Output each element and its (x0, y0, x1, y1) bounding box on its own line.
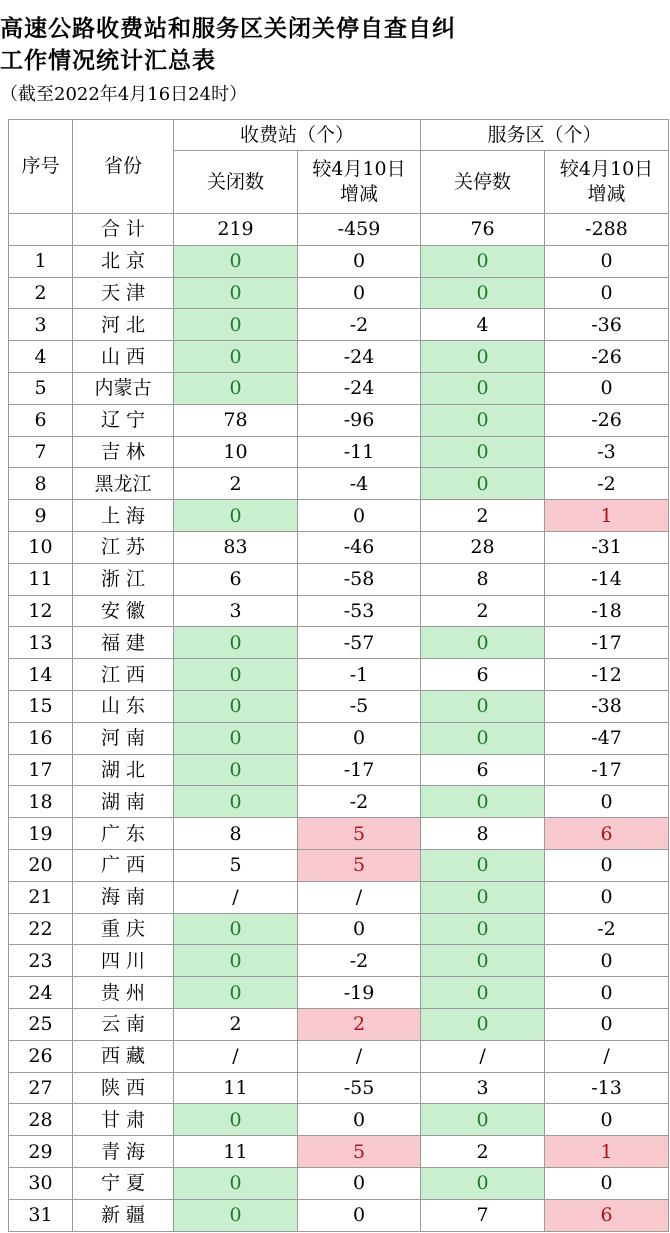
row-province: 广 东 (73, 818, 174, 850)
row-toll-change: -55 (298, 1072, 421, 1104)
row-toll-closed: 5 (174, 849, 298, 881)
row-toll-closed: 0 (174, 341, 298, 373)
total-toll-closed: 219 (174, 214, 298, 246)
table-row (9, 627, 669, 659)
row-toll-closed: 0 (174, 786, 298, 818)
row-seq: 29 (9, 1136, 73, 1168)
row-seq: 21 (9, 881, 73, 913)
row-toll-change: / (298, 881, 421, 913)
row-toll-change: -96 (298, 404, 421, 436)
table-row (9, 563, 669, 595)
header-row-1 (9, 120, 669, 151)
row-toll-change: -17 (298, 754, 421, 786)
row-toll-change: 0 (298, 913, 421, 945)
row-service-change: -47 (545, 722, 669, 754)
row-toll-closed: 2 (174, 1008, 298, 1040)
row-seq: 18 (9, 786, 73, 818)
row-province: 宁 夏 (73, 1167, 174, 1199)
row-seq: 16 (9, 722, 73, 754)
header-service-closed: 关停数 (421, 151, 545, 214)
row-service-closed: 0 (421, 277, 545, 309)
row-seq: 2 (9, 277, 73, 309)
row-toll-closed: 2 (174, 468, 298, 500)
table-row (9, 1199, 669, 1231)
header-service-change: 较4月10日 增减 (545, 151, 669, 214)
row-toll-change: / (298, 1040, 421, 1072)
table-row (9, 659, 669, 691)
document-title-line2: 工作情况统计汇总表 (0, 48, 216, 74)
row-service-change: 0 (545, 849, 669, 881)
row-service-change: -3 (545, 436, 669, 468)
row-toll-change: -46 (298, 531, 421, 563)
row-toll-change: -5 (298, 690, 421, 722)
row-province: 云 南 (73, 1008, 174, 1040)
row-seq: 26 (9, 1040, 73, 1072)
total-service-closed: 76 (421, 214, 545, 246)
row-service-closed: 7 (421, 1199, 545, 1231)
row-toll-closed: 0 (174, 500, 298, 532)
row-service-closed: 4 (421, 309, 545, 341)
row-service-change: 0 (545, 277, 669, 309)
row-toll-closed: 0 (174, 659, 298, 691)
row-toll-change: 0 (298, 1167, 421, 1199)
row-service-change: 1 (545, 1136, 669, 1168)
document-subtitle: （截至2022年4月16日24时） (0, 84, 248, 105)
table-row (9, 277, 669, 309)
table-row (9, 1040, 669, 1072)
table-row (9, 977, 669, 1009)
row-seq: 3 (9, 309, 73, 341)
row-province: 黑龙江 (73, 468, 174, 500)
row-toll-change: -11 (298, 436, 421, 468)
row-toll-closed: 0 (174, 627, 298, 659)
row-toll-closed: 0 (174, 754, 298, 786)
row-service-closed: 0 (421, 341, 545, 373)
row-service-closed: 0 (421, 977, 545, 1009)
row-service-change: -26 (545, 404, 669, 436)
row-seq: 19 (9, 818, 73, 850)
row-seq: 12 (9, 595, 73, 627)
row-province: 浙 江 (73, 563, 174, 595)
row-service-change: -2 (545, 913, 669, 945)
row-service-change: -17 (545, 627, 669, 659)
table-row (9, 849, 669, 881)
row-service-closed: 0 (421, 627, 545, 659)
row-seq: 24 (9, 977, 73, 1009)
row-service-change: -14 (545, 563, 669, 595)
table-row (9, 531, 669, 563)
row-toll-closed: 0 (174, 277, 298, 309)
row-seq: 13 (9, 627, 73, 659)
row-service-closed: 3 (421, 1072, 545, 1104)
table-row (9, 1072, 669, 1104)
row-province: 吉 林 (73, 436, 174, 468)
row-service-closed: 0 (421, 436, 545, 468)
row-toll-change: 0 (298, 500, 421, 532)
row-seq: 11 (9, 563, 73, 595)
row-toll-change: -4 (298, 468, 421, 500)
total-seq (9, 214, 73, 246)
row-toll-change: 0 (298, 722, 421, 754)
row-service-closed: 0 (421, 913, 545, 945)
table-row (9, 468, 669, 500)
row-service-closed: 6 (421, 659, 545, 691)
row-service-closed: 0 (421, 245, 545, 277)
header-toll-closed: 关闭数 (174, 151, 298, 214)
row-service-closed: 2 (421, 1136, 545, 1168)
row-toll-closed: 78 (174, 404, 298, 436)
row-service-change: 0 (545, 372, 669, 404)
row-province: 河 南 (73, 722, 174, 754)
row-toll-change: -1 (298, 659, 421, 691)
table-row (9, 245, 669, 277)
row-service-closed: / (421, 1040, 545, 1072)
row-service-closed: 2 (421, 500, 545, 532)
row-province: 甘 肃 (73, 1104, 174, 1136)
row-toll-closed: 0 (174, 1104, 298, 1136)
table-row (9, 754, 669, 786)
row-service-change: 0 (545, 786, 669, 818)
row-province: 江 西 (73, 659, 174, 691)
row-service-change: 6 (545, 818, 669, 850)
row-service-change: 0 (545, 1008, 669, 1040)
row-province: 北 京 (73, 245, 174, 277)
table-row (9, 436, 669, 468)
total-service-change: -288 (545, 214, 669, 246)
row-toll-closed: 11 (174, 1136, 298, 1168)
row-toll-closed: 0 (174, 245, 298, 277)
document-title-line1: 高速公路收费站和服务区关闭关停自查自纠 (0, 16, 456, 42)
row-toll-change: -57 (298, 627, 421, 659)
row-province: 山 西 (73, 341, 174, 373)
row-service-change: 6 (545, 1199, 669, 1231)
row-toll-change: 5 (298, 1136, 421, 1168)
row-toll-closed: 0 (174, 690, 298, 722)
total-toll-change: -459 (298, 214, 421, 246)
table-row (9, 1008, 669, 1040)
row-toll-change: 5 (298, 818, 421, 850)
row-toll-change: -2 (298, 786, 421, 818)
row-province: 辽 宁 (73, 404, 174, 436)
row-province: 河 北 (73, 309, 174, 341)
row-toll-closed: 3 (174, 595, 298, 627)
row-toll-closed: 6 (174, 563, 298, 595)
row-service-change: -12 (545, 659, 669, 691)
header-service-group: 服务区（个） (421, 120, 669, 151)
row-seq: 9 (9, 500, 73, 532)
row-service-change: -36 (545, 309, 669, 341)
row-seq: 27 (9, 1072, 73, 1104)
row-toll-closed: 11 (174, 1072, 298, 1104)
row-service-closed: 8 (421, 563, 545, 595)
row-service-closed: 0 (421, 468, 545, 500)
row-toll-change: 0 (298, 1104, 421, 1136)
header-seq: 序号 (9, 120, 73, 214)
table-row (9, 881, 669, 913)
row-service-closed: 28 (421, 531, 545, 563)
row-service-change: / (545, 1040, 669, 1072)
table-row (9, 945, 669, 977)
statistics-table (8, 119, 669, 1232)
row-service-closed: 6 (421, 754, 545, 786)
row-toll-change: -58 (298, 563, 421, 595)
row-toll-closed: 83 (174, 531, 298, 563)
row-service-closed: 0 (421, 881, 545, 913)
table-row (9, 500, 669, 532)
row-province: 贵 州 (73, 977, 174, 1009)
table-row (9, 818, 669, 850)
table-row (9, 786, 669, 818)
row-service-closed: 0 (421, 1008, 545, 1040)
header-toll-group: 收费站（个） (174, 120, 421, 151)
row-toll-closed: 0 (174, 722, 298, 754)
row-service-change: -13 (545, 1072, 669, 1104)
row-service-change: 0 (545, 945, 669, 977)
row-seq: 1 (9, 245, 73, 277)
row-seq: 25 (9, 1008, 73, 1040)
row-service-closed: 0 (421, 945, 545, 977)
row-toll-closed: 0 (174, 309, 298, 341)
row-province: 内蒙古 (73, 372, 174, 404)
row-service-change: -18 (545, 595, 669, 627)
row-seq: 8 (9, 468, 73, 500)
table-row (9, 913, 669, 945)
row-seq: 20 (9, 849, 73, 881)
row-service-closed: 0 (421, 849, 545, 881)
header-toll-change: 较4月10日 增减 (298, 151, 421, 214)
table-row (9, 1136, 669, 1168)
row-service-change: -38 (545, 690, 669, 722)
row-province: 四 川 (73, 945, 174, 977)
row-province: 湖 南 (73, 786, 174, 818)
table-row (9, 404, 669, 436)
row-seq: 10 (9, 531, 73, 563)
row-province: 重 庆 (73, 913, 174, 945)
row-service-closed: 2 (421, 595, 545, 627)
table-row (9, 309, 669, 341)
row-seq: 30 (9, 1167, 73, 1199)
table-row (9, 722, 669, 754)
row-province: 湖 北 (73, 754, 174, 786)
row-service-change: 0 (545, 881, 669, 913)
row-toll-closed: / (174, 1040, 298, 1072)
row-province: 福 建 (73, 627, 174, 659)
row-service-change: 0 (545, 1167, 669, 1199)
row-province: 天 津 (73, 277, 174, 309)
row-province: 新 疆 (73, 1199, 174, 1231)
row-province: 青 海 (73, 1136, 174, 1168)
row-toll-closed: 10 (174, 436, 298, 468)
row-service-change: -26 (545, 341, 669, 373)
row-service-change: -31 (545, 531, 669, 563)
row-seq: 23 (9, 945, 73, 977)
row-seq: 7 (9, 436, 73, 468)
row-toll-change: -19 (298, 977, 421, 1009)
row-service-closed: 0 (421, 722, 545, 754)
table-row (9, 341, 669, 373)
row-province: 山 东 (73, 690, 174, 722)
table-row (9, 595, 669, 627)
row-province: 江 苏 (73, 531, 174, 563)
row-toll-change: -24 (298, 372, 421, 404)
row-toll-change: 0 (298, 1199, 421, 1231)
row-service-closed: 0 (421, 1104, 545, 1136)
row-seq: 22 (9, 913, 73, 945)
total-row (9, 214, 669, 246)
row-province: 安 徽 (73, 595, 174, 627)
row-service-change: -17 (545, 754, 669, 786)
row-toll-change: 0 (298, 277, 421, 309)
row-toll-closed: 0 (174, 945, 298, 977)
row-seq: 31 (9, 1199, 73, 1231)
row-toll-change: -2 (298, 945, 421, 977)
row-service-change: 1 (545, 500, 669, 532)
row-service-closed: 0 (421, 786, 545, 818)
row-service-change: 0 (545, 977, 669, 1009)
table-row (9, 690, 669, 722)
row-province: 海 南 (73, 881, 174, 913)
table-row (9, 372, 669, 404)
row-seq: 28 (9, 1104, 73, 1136)
row-toll-closed: 8 (174, 818, 298, 850)
row-toll-change: -53 (298, 595, 421, 627)
row-toll-closed: 0 (174, 1199, 298, 1231)
table-row (9, 1104, 669, 1136)
row-toll-change: 5 (298, 849, 421, 881)
row-province: 西 藏 (73, 1040, 174, 1072)
row-service-change: -2 (545, 468, 669, 500)
row-service-closed: 0 (421, 1167, 545, 1199)
row-toll-change: -24 (298, 341, 421, 373)
row-province: 广 西 (73, 849, 174, 881)
row-service-closed: 0 (421, 372, 545, 404)
row-toll-closed: 0 (174, 913, 298, 945)
row-toll-closed: / (174, 881, 298, 913)
table-row (9, 1167, 669, 1199)
total-label: 合 计 (73, 214, 174, 246)
header-province: 省份 (73, 120, 174, 214)
row-toll-change: 0 (298, 245, 421, 277)
row-province: 上 海 (73, 500, 174, 532)
row-seq: 14 (9, 659, 73, 691)
row-province: 陕 西 (73, 1072, 174, 1104)
row-seq: 4 (9, 341, 73, 373)
row-toll-closed: 0 (174, 372, 298, 404)
row-toll-change: 2 (298, 1008, 421, 1040)
row-service-change: 0 (545, 245, 669, 277)
row-seq: 15 (9, 690, 73, 722)
row-toll-closed: 0 (174, 977, 298, 1009)
row-service-change: 0 (545, 1104, 669, 1136)
row-service-closed: 0 (421, 404, 545, 436)
row-seq: 17 (9, 754, 73, 786)
row-service-closed: 8 (421, 818, 545, 850)
row-toll-change: -2 (298, 309, 421, 341)
row-seq: 6 (9, 404, 73, 436)
row-seq: 5 (9, 372, 73, 404)
row-service-closed: 0 (421, 690, 545, 722)
row-toll-closed: 0 (174, 1167, 298, 1199)
